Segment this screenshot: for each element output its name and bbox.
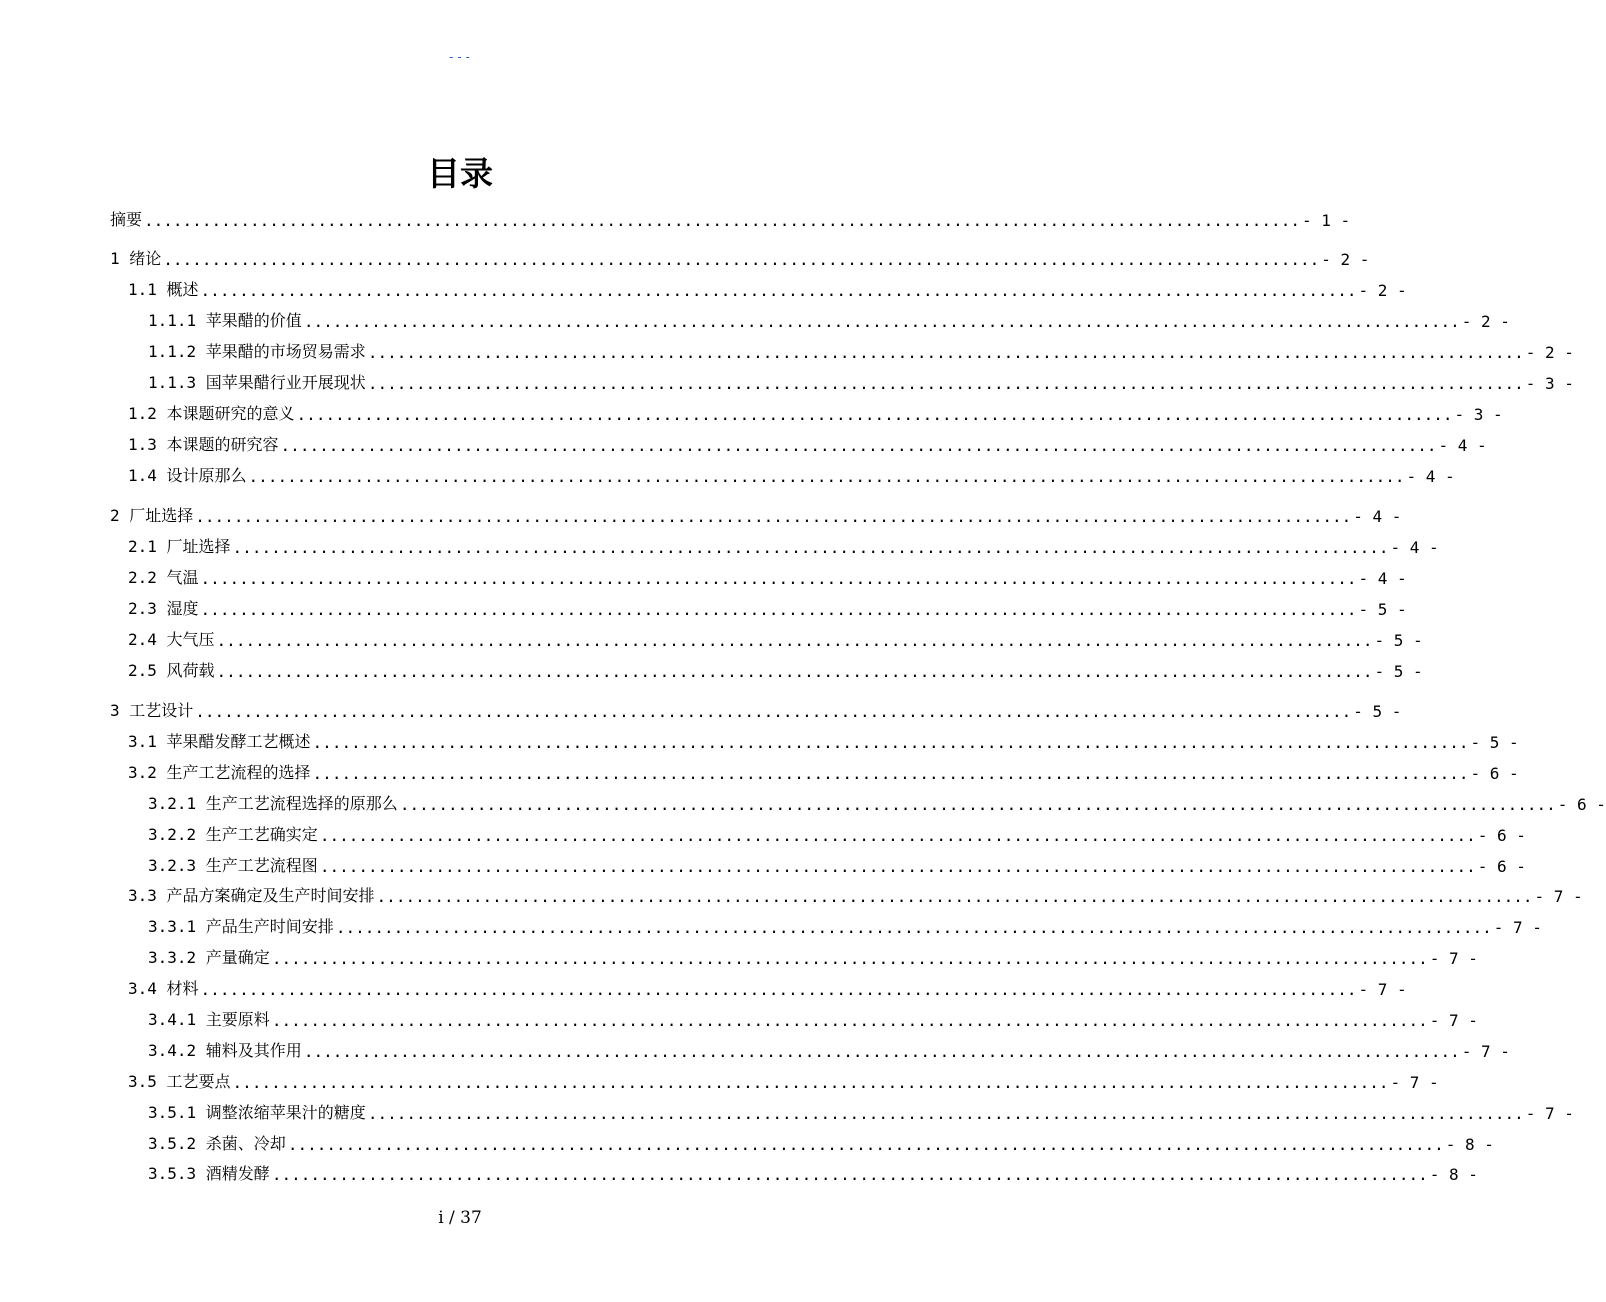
toc-dot-leader: ........................................................................................................................ bbox=[144, 211, 1300, 230]
toc-dot-leader: ........................................................................................................................ bbox=[195, 507, 1352, 526]
toc-dot-leader: ........................................................................................................................ bbox=[200, 569, 1357, 588]
toc-entry[interactable] bbox=[128, 653, 1423, 681]
toc-entry-page: - 7 - bbox=[1358, 980, 1407, 999]
toc-entry-page: - 3 - bbox=[1454, 405, 1503, 424]
toc-entry-label: 2.2 气温 bbox=[128, 568, 199, 587]
toc-entry-label: 2.4 大气压 bbox=[128, 630, 215, 649]
toc-dot-leader: ........................................................................................................................ bbox=[200, 281, 1357, 300]
toc-entry[interactable] bbox=[148, 1002, 1478, 1030]
toc-entry-page: - 2 - bbox=[1461, 312, 1510, 331]
toc-entry[interactable] bbox=[148, 1033, 1510, 1061]
toc-entry[interactable] bbox=[128, 458, 1455, 486]
toc-entry-label: 3.5 工艺要点 bbox=[128, 1072, 231, 1091]
toc-entry-page: - 7 - bbox=[1534, 887, 1583, 906]
toc-entry-page: - 5 - bbox=[1374, 631, 1423, 650]
toc-dot-leader: ........................................................................................................................ bbox=[312, 733, 1469, 752]
toc-dot-leader: ........................................................................................................................ bbox=[376, 887, 1533, 906]
toc-dot-leader: ........................................................................................................................ bbox=[367, 374, 1524, 393]
toc-entry-page: - 1 - bbox=[1301, 211, 1351, 230]
header-mark: --- bbox=[447, 50, 473, 64]
page-title: 目录 bbox=[427, 154, 493, 193]
toc-dot-leader: ........................................................................................................................ bbox=[319, 857, 1476, 876]
toc-entry-page: - 2 - bbox=[1525, 343, 1574, 362]
toc-entry[interactable] bbox=[148, 786, 1606, 814]
page-footer: i / 37 bbox=[438, 1208, 482, 1228]
toc-entry[interactable] bbox=[128, 1064, 1439, 1092]
toc-dot-leader: ........................................................................................................................ bbox=[312, 764, 1469, 783]
toc-entry-label: 3.1 苹果醋发酵工艺概述 bbox=[128, 732, 311, 751]
toc-dot-leader: ........................................................................................................................ bbox=[319, 826, 1476, 845]
toc-entry-page: - 8 - bbox=[1429, 1165, 1478, 1184]
toc-entry-label: 1.1.3 国苹果醋行业开展现状 bbox=[148, 373, 366, 392]
toc-entry[interactable] bbox=[148, 848, 1526, 876]
toc-dot-leader: ........................................................................................................................ bbox=[271, 949, 1428, 968]
toc-entry-page: - 7 - bbox=[1429, 1011, 1478, 1030]
toc-entry-page: - 7 - bbox=[1493, 918, 1542, 937]
toc-entry-label: 1.4 设计原那么 bbox=[128, 466, 247, 485]
toc-entry-label: 3.2.3 生产工艺流程图 bbox=[148, 856, 318, 875]
toc-entry-label: 3.5.3 酒精发酵 bbox=[148, 1164, 270, 1183]
toc-dot-leader: ........................................................................................................................ bbox=[200, 600, 1357, 619]
toc-entry[interactable] bbox=[148, 817, 1526, 845]
toc-entry-label: 3.3 产品方案确定及生产时间安排 bbox=[128, 886, 375, 905]
toc-entry-label: 2 厂址选择 bbox=[110, 506, 194, 525]
toc-dot-leader: ........................................................................................................................ bbox=[287, 1135, 1444, 1154]
toc-entry-label: 1.3 本课题的研究容 bbox=[128, 435, 279, 454]
toc-entry-page: - 5 - bbox=[1470, 733, 1519, 752]
toc-entry-label: 3.4.1 主要原料 bbox=[148, 1010, 270, 1029]
toc-entry[interactable] bbox=[148, 909, 1542, 937]
toc-entry-label: 3.3.1 产品生产时间安排 bbox=[148, 917, 334, 936]
toc-entry-page: - 6 - bbox=[1557, 795, 1606, 814]
toc-entry-page: - 7 - bbox=[1461, 1042, 1510, 1061]
toc-dot-leader: ........................................................................................................................ bbox=[296, 405, 1453, 424]
toc-dot-leader: ........................................................................................................................ bbox=[280, 436, 1437, 455]
toc-entry[interactable] bbox=[148, 365, 1574, 393]
toc-entry-page: - 6 - bbox=[1470, 764, 1519, 783]
toc-entry-label: 1.1.2 苹果醋的市场贸易需求 bbox=[148, 342, 366, 361]
toc-entry-page: - 8 - bbox=[1445, 1135, 1494, 1154]
toc-entry[interactable] bbox=[148, 940, 1478, 968]
toc-entry-page: - 7 - bbox=[1390, 1073, 1439, 1092]
toc-entry-label: 3.4 材料 bbox=[128, 979, 199, 998]
toc-dot-leader: ........................................................................................................................ bbox=[303, 312, 1460, 331]
toc-entry[interactable] bbox=[128, 591, 1407, 619]
toc-entry-page: - 7 - bbox=[1429, 949, 1478, 968]
toc-dot-leader: ........................................................................................................................ bbox=[335, 918, 1492, 937]
toc-entry-label: 3 工艺设计 bbox=[110, 701, 194, 720]
toc-entry-page: - 2 - bbox=[1358, 281, 1407, 300]
toc-entry-page: - 4 - bbox=[1353, 507, 1402, 526]
toc-entry-label: 1 绪论 bbox=[110, 249, 162, 268]
toc-entry[interactable] bbox=[148, 1156, 1478, 1184]
toc-dot-leader: ........................................................................................................................ bbox=[399, 795, 1556, 814]
toc-entry-label: 3.5.1 调整浓缩苹果汁的糖度 bbox=[148, 1103, 366, 1122]
toc-entry-label: 1.1.1 苹果醋的价值 bbox=[148, 311, 302, 330]
toc-entry-label: 3.2.2 生产工艺确实定 bbox=[148, 825, 318, 844]
toc-entry-label: 2.1 厂址选择 bbox=[128, 537, 231, 556]
toc-entry[interactable] bbox=[128, 724, 1519, 752]
toc-entry[interactable] bbox=[128, 529, 1439, 557]
toc-entry-page: - 4 - bbox=[1438, 436, 1487, 455]
toc-entry[interactable] bbox=[148, 1095, 1574, 1123]
toc-entry[interactable] bbox=[128, 878, 1583, 906]
toc-dot-leader: ........................................................................................................................ bbox=[232, 538, 1389, 557]
toc-entry[interactable] bbox=[128, 427, 1487, 455]
toc-entry[interactable] bbox=[128, 971, 1407, 999]
toc-dot-leader: ........................................................................................................................ bbox=[271, 1011, 1428, 1030]
toc-dot-leader: ........................................................................................................................ bbox=[216, 631, 1373, 650]
toc-entry[interactable] bbox=[128, 622, 1423, 650]
toc-dot-leader: ........................................................................................................................ bbox=[216, 662, 1373, 681]
toc-entry-label: 3.2 生产工艺流程的选择 bbox=[128, 763, 311, 782]
toc-entry-page: - 6 - bbox=[1477, 826, 1526, 845]
toc-dot-leader: ........................................................................................................................ bbox=[303, 1042, 1460, 1061]
toc-entry-label: 摘要 bbox=[110, 210, 143, 229]
toc-entry[interactable] bbox=[148, 1126, 1494, 1154]
toc-entry[interactable] bbox=[110, 693, 1402, 721]
toc-entry-page: - 4 - bbox=[1406, 467, 1455, 486]
toc-entry-label: 1.1 概述 bbox=[128, 280, 199, 299]
toc-entry[interactable] bbox=[128, 396, 1503, 424]
toc-entry-label: 3.4.2 辅料及其作用 bbox=[148, 1041, 302, 1060]
toc-entry-page: - 5 - bbox=[1358, 600, 1407, 619]
toc-entry[interactable] bbox=[148, 334, 1574, 362]
toc-entry-label: 3.2.1 生产工艺流程选择的原那么 bbox=[148, 794, 398, 813]
toc-dot-leader: ........................................................................................................................ bbox=[232, 1073, 1389, 1092]
toc-entry-page: - 5 - bbox=[1353, 702, 1402, 721]
toc-entry-label: 2.3 湿度 bbox=[128, 599, 199, 618]
toc-entry-page: - 6 - bbox=[1477, 857, 1526, 876]
toc-dot-leader: ........................................................................................................................ bbox=[367, 343, 1524, 362]
toc-dot-leader: ........................................................................................................................ bbox=[195, 702, 1352, 721]
toc-entry-page: - 4 - bbox=[1358, 569, 1407, 588]
toc-entry-page: - 7 - bbox=[1525, 1104, 1574, 1123]
toc-entry-label: 3.3.2 产量确定 bbox=[148, 948, 270, 967]
toc-dot-leader: ........................................................................................................................ bbox=[367, 1104, 1524, 1123]
toc-entry-page: - 3 - bbox=[1525, 374, 1574, 393]
toc-dot-leader: ........................................................................................................................ bbox=[248, 467, 1405, 486]
toc-entry-page: - 2 - bbox=[1321, 250, 1370, 269]
toc-entry[interactable] bbox=[128, 560, 1407, 588]
toc-entry[interactable] bbox=[148, 303, 1510, 331]
toc-entry[interactable] bbox=[128, 755, 1519, 783]
toc-entry[interactable] bbox=[110, 202, 1351, 230]
toc-entry[interactable] bbox=[128, 272, 1407, 300]
toc-entry-page: - 5 - bbox=[1374, 662, 1423, 681]
toc-entry-label: 3.5.2 杀菌、冷却 bbox=[148, 1134, 286, 1153]
toc-dot-leader: ........................................................................................................................ bbox=[271, 1165, 1428, 1184]
toc-entry[interactable] bbox=[110, 498, 1402, 526]
toc-dot-leader: ........................................................................................................................ bbox=[200, 980, 1357, 999]
toc-entry[interactable] bbox=[110, 241, 1370, 269]
toc-dot-leader: ........................................................................................................................ bbox=[163, 250, 1320, 269]
toc-entry-page: - 4 - bbox=[1390, 538, 1439, 557]
toc-entry-label: 1.2 本课题研究的意义 bbox=[128, 404, 295, 423]
toc-entry-label: 2.5 风荷载 bbox=[128, 661, 215, 680]
